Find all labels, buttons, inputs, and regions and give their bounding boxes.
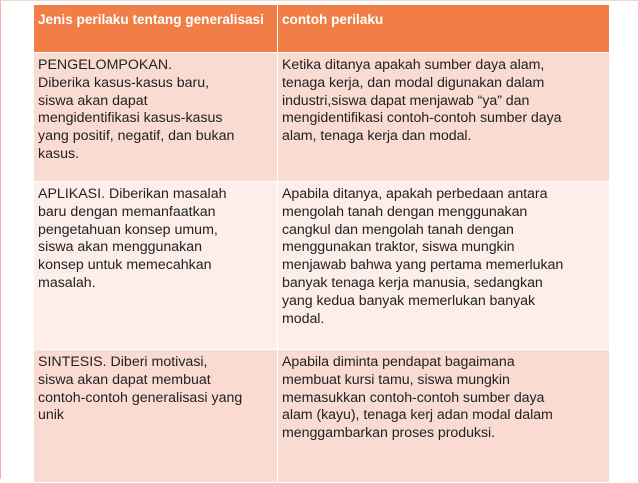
table-header-row: [34, 5, 610, 53]
header-behavior-example-label: contoh perilaku: [282, 12, 384, 27]
generalization-behavior-table: [33, 4, 610, 483]
header-behavior-type-label: Jenis perilaku tentang generalisasi: [38, 12, 264, 27]
example-cell: [278, 350, 610, 483]
table-row: [34, 53, 610, 182]
behavior-cell: [34, 350, 278, 483]
table-row: [34, 350, 610, 483]
example-text: Ketika ditanya apakah sumber daya alam, tenaga kerja, dan modal digunakan dalam industri,siswa dapat menjawab “ya” dan mengidentifikasi contoh-contoh sumber daya alam, tenaga kerja dan modal.: [282, 57, 562, 145]
example-text: Apabila diminta pendapat bagaimana membuat kursi tamu, siswa mungkin memasukkan contoh-contoh sumber daya alam (kayu), tenaga kerj adan modal dalam menggambarkan proses produksi.: [282, 354, 553, 442]
header-behavior-example: [278, 5, 610, 53]
behavior-cell: [34, 182, 278, 350]
behavior-text: PENGELOMPOKAN. Diberika kasus-kasus baru, siswa akan dapat mengidentifikasi kasus-kasus yang positif, negatif, dan bukan kasus.: [38, 57, 235, 162]
behavior-cell: [34, 53, 278, 182]
behavior-text: SINTESIS. Diberi motivasi, siswa akan dapat membuat contoh-contoh generalisasi yang unik: [38, 354, 243, 424]
example-cell: [278, 53, 610, 182]
example-text: Apabila ditanya, apakah perbedaan antara mengolah tanah dengan menggunakan cangkul dan mengolah tanah dengan menggunakan traktor, siswa mungkin menjawab bahwa yang pertama memerlukan banyak tenaga kerja manusia, sedangkan yang kedua banyak memerlukan banyak modal.: [282, 186, 564, 327]
behavior-text: APLIKASI. Diberikan masalah baru dengan memanfaatkan pengetahuan konsep umum, siswa akan menggunakan konsep untuk memecahkan masalah.: [38, 186, 227, 291]
header-behavior-type: [34, 5, 278, 53]
table-row: [34, 182, 610, 350]
example-cell: [278, 182, 610, 350]
